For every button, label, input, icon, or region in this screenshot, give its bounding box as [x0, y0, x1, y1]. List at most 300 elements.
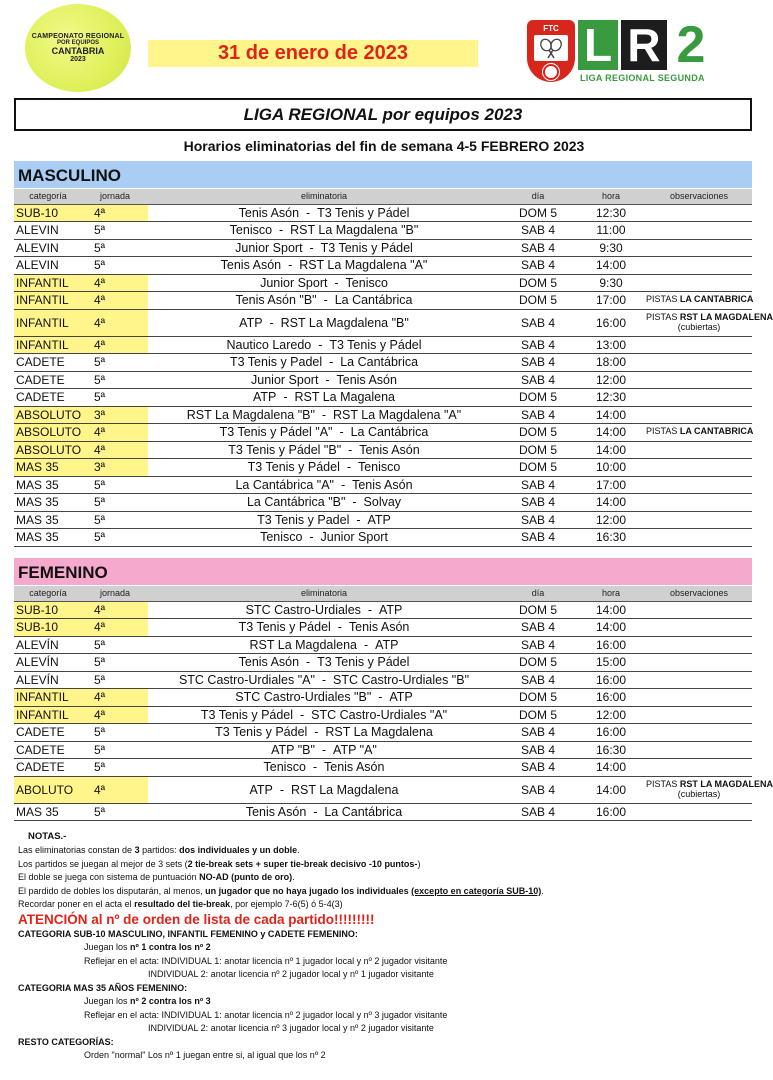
- cell-jornada: 4ª: [82, 424, 148, 442]
- cell-dia: SAB 4: [500, 406, 576, 424]
- home-team: Junior Sport: [260, 275, 328, 290]
- cell-dia: SAB 4: [500, 476, 576, 494]
- match-separator: -: [356, 512, 361, 527]
- cell-categoria: CADETE: [14, 741, 82, 759]
- obs-label: PISTAS: [646, 426, 678, 437]
- cell-observaciones: [646, 406, 752, 424]
- cell-observaciones: [646, 529, 752, 547]
- cell-observaciones: [646, 724, 752, 742]
- cell-eliminatoria: [148, 741, 500, 759]
- home-team: ATP: [239, 315, 263, 330]
- cell-hora: 12:00: [576, 371, 646, 389]
- category-rule-2-title: CATEGORIA MAS 35 AÑOS FEMENINO:: [18, 982, 188, 993]
- cell-eliminatoria: [148, 776, 500, 803]
- cell-categoria: SUB-10: [14, 204, 82, 222]
- away-team: RST La Magdalena "B": [290, 223, 419, 238]
- home-team: RST La Magdalena: [249, 637, 357, 652]
- cell-categoria: ALEVÍN: [14, 671, 82, 689]
- cell-hora: 12:00: [576, 511, 646, 529]
- away-team: STC Castro-Urdiales "A": [311, 707, 448, 722]
- match-separator: -: [340, 477, 346, 492]
- away-team: Junior Sport: [320, 530, 388, 545]
- table-row: [14, 511, 752, 529]
- match-separator: -: [363, 637, 369, 652]
- cell-hora: 14:00: [576, 441, 646, 459]
- page-title-box: [14, 98, 752, 131]
- cell-eliminatoria: [148, 441, 500, 459]
- cell-jornada: 5ª: [82, 239, 148, 257]
- cell-observaciones: [646, 389, 752, 407]
- cell-dia: DOM 5: [500, 706, 576, 724]
- cell-jornada: 4ª: [82, 776, 148, 803]
- col-eliminatoria: eliminatoria: [148, 189, 500, 204]
- logo-line-3: CANTABRIA: [51, 46, 105, 56]
- cell-categoria: INFANTIL: [14, 274, 82, 292]
- notes-title: NOTAS.-: [28, 831, 67, 842]
- cell-categoria: MAS 35: [14, 476, 82, 494]
- notes-section: [18, 830, 758, 1063]
- cell-dia: DOM 5: [500, 274, 576, 292]
- table-row: [14, 274, 752, 292]
- cell-dia: DOM 5: [500, 654, 576, 672]
- cell-observaciones: [646, 654, 752, 672]
- cell-eliminatoria: [148, 654, 500, 672]
- championship-logo: [25, 4, 131, 92]
- cell-hora: 14:00: [576, 759, 646, 777]
- cell-jornada: 5ª: [82, 257, 148, 275]
- col-jornada: jornada: [82, 189, 148, 204]
- table-row: [14, 239, 752, 257]
- col-dia: día: [500, 189, 576, 204]
- cell-categoria: SUB-10: [14, 601, 82, 619]
- cell-jornada: 4ª: [82, 689, 148, 707]
- cell-categoria: INFANTIL: [14, 706, 82, 724]
- federation-logo-text: FTC: [543, 24, 559, 33]
- match-separator: -: [283, 390, 288, 405]
- cell-categoria: ALEVIN: [14, 222, 82, 240]
- masculino-table: [14, 189, 773, 547]
- cell-categoria: INFANTIL: [14, 292, 82, 310]
- home-team: T3 Tenis y Pádel "A": [219, 425, 333, 440]
- table-row: [14, 459, 752, 477]
- home-team: Tenisco: [260, 530, 303, 545]
- attention-note: ATENCIÓN al nº de orden de lista de cada partido!!!!!!!!!: [18, 911, 375, 927]
- cell-dia: SAB 4: [500, 257, 576, 275]
- cell-hora: 14:00: [576, 619, 646, 637]
- cell-hora: 9:30: [576, 239, 646, 257]
- section-femenino-header: [14, 558, 752, 585]
- cell-eliminatoria: [148, 274, 500, 292]
- cell-jornada: 5ª: [82, 741, 148, 759]
- away-team: Tenis Asón: [336, 372, 397, 387]
- cell-jornada: 4ª: [82, 292, 148, 310]
- cell-dia: SAB 4: [500, 636, 576, 654]
- match-separator: -: [288, 258, 293, 273]
- cell-observaciones: [646, 459, 752, 477]
- cell-eliminatoria: [148, 476, 500, 494]
- home-team: Tenis Asón: [220, 258, 282, 273]
- cell-categoria: ABOLUTO: [14, 776, 82, 803]
- cell-categoria: MAS 35: [14, 511, 82, 529]
- match-separator: -: [339, 425, 344, 440]
- cell-hora: 16:00: [576, 636, 646, 654]
- match-separator: -: [309, 240, 314, 255]
- date-text: 31 de enero de 2023: [217, 42, 409, 64]
- cell-dia: SAB 4: [500, 619, 576, 637]
- match-separator: -: [348, 442, 353, 457]
- cell-categoria: MAS 35: [14, 803, 82, 821]
- cell-jornada: 5ª: [82, 371, 148, 389]
- note-2: Los partidos se juegan al mejor de 3 sets (2 tie-break sets + super tie-break decisivo -10 puntos-): [18, 858, 421, 869]
- section-femenino-title: FEMENINO: [18, 563, 108, 582]
- obs-venue: LA CANTABRICA: [679, 294, 754, 305]
- cell-eliminatoria: [148, 336, 500, 354]
- match-separator: -: [306, 655, 311, 670]
- cell-hora: 16:00: [576, 689, 646, 707]
- home-team: STC Castro-Urdiales "B": [235, 690, 372, 705]
- cell-eliminatoria: [148, 459, 500, 477]
- cell-jornada: 5ª: [82, 511, 148, 529]
- table-row: [14, 476, 752, 494]
- cell-hora: 14:00: [576, 601, 646, 619]
- match-separator: -: [279, 223, 284, 238]
- cell-hora: 16:00: [576, 671, 646, 689]
- home-team: T3 Tenis y Padel: [257, 512, 350, 527]
- table-row: [14, 371, 752, 389]
- home-team: La Cantábrica "A": [235, 477, 334, 492]
- cell-dia: SAB 4: [500, 354, 576, 372]
- cell-hora: 14:00: [576, 406, 646, 424]
- cell-observaciones: [646, 371, 752, 389]
- cell-observaciones: [646, 476, 752, 494]
- cell-categoria: CADETE: [14, 389, 82, 407]
- col-hora: hora: [576, 586, 646, 601]
- match-separator: -: [306, 205, 311, 220]
- page-title: LIGA REGIONAL por equipos 2023: [243, 104, 523, 124]
- cell-dia: DOM 5: [500, 389, 576, 407]
- lr2-logo: [578, 16, 715, 86]
- away-team: STC Castro-Urdiales "B": [333, 672, 470, 687]
- cell-observaciones: [646, 494, 752, 512]
- category-rule-1-reflect: Reflejar en el acta: INDIVIDUAL 1: anotar licencia nº 1 jugador local y nº 2 jugador visitante: [84, 955, 448, 966]
- cell-categoria: MAS 35: [14, 459, 82, 477]
- col-jornada: jornada: [82, 586, 148, 601]
- home-team: Tenisco: [263, 760, 306, 775]
- cell-eliminatoria: [148, 292, 500, 310]
- cell-dia: SAB 4: [500, 309, 576, 336]
- away-team: ATP: [375, 637, 399, 652]
- cell-hora: 17:00: [576, 292, 646, 310]
- table-row: [14, 689, 752, 707]
- cell-dia: SAB 4: [500, 371, 576, 389]
- cell-observaciones: [646, 424, 752, 442]
- note-4: El pardido de dobles los disputarán, al menos, un jugador que no haya jugado los individuales (excepto en categoría SUB-10).: [18, 885, 544, 896]
- match-separator: -: [313, 804, 318, 819]
- cell-eliminatoria: [148, 689, 500, 707]
- home-team: La Cantábrica "B": [246, 495, 346, 510]
- crossed-rackets-icon: [534, 35, 568, 61]
- match-separator: -: [318, 337, 323, 352]
- cell-observaciones: [646, 689, 752, 707]
- home-team: T3 Tenis y Pádel: [215, 725, 308, 740]
- away-team: T3 Tenis y Pádel: [317, 205, 410, 220]
- cell-jornada: 5ª: [82, 671, 148, 689]
- home-team: T3 Tenis y Pádel: [238, 620, 331, 635]
- home-team: Junior Sport: [235, 240, 303, 255]
- cell-hora: 11:00: [576, 222, 646, 240]
- table-row: [14, 406, 752, 424]
- away-team: RST La Magalena: [294, 390, 395, 405]
- away-team: ATP: [367, 512, 391, 527]
- cell-hora: 12:00: [576, 706, 646, 724]
- cell-jornada: 5ª: [82, 636, 148, 654]
- cell-categoria: INFANTIL: [14, 336, 82, 354]
- cell-categoria: ABSOLUTO: [16, 407, 82, 422]
- cell-categoria: CADETE: [14, 724, 82, 742]
- cell-eliminatoria: [148, 204, 500, 222]
- table-row: [14, 257, 752, 275]
- table-header-row: [14, 189, 752, 204]
- away-team: T3 Tenis y Pádel: [329, 337, 422, 352]
- cell-observaciones: [646, 601, 752, 619]
- note-1: Las eliminatorias constan de 3 partidos: dos individuales y un doble.: [18, 845, 300, 856]
- obs-label: PISTAS: [646, 294, 678, 305]
- cell-eliminatoria: [148, 389, 500, 407]
- cell-hora: 12:30: [576, 204, 646, 222]
- away-team: Tenis Asón: [359, 442, 420, 457]
- table-row: [14, 601, 752, 619]
- match-separator: -: [321, 407, 327, 422]
- cell-hora: 13:00: [576, 336, 646, 354]
- home-team: Tenis Asón "B": [235, 293, 317, 308]
- obs-venue: LA CANTABRICA: [679, 426, 754, 437]
- cell-eliminatoria: [148, 529, 500, 547]
- table-row: [14, 776, 752, 803]
- cell-categoria: INFANTIL: [14, 689, 82, 707]
- cell-hora: 14:00: [576, 494, 646, 512]
- femenino-table: [14, 586, 773, 821]
- match-separator: -: [329, 355, 334, 370]
- cell-observaciones: [646, 441, 752, 459]
- cell-eliminatoria: [148, 601, 500, 619]
- home-team: ATP: [249, 782, 273, 797]
- category-rule-1-title: CATEGORIA SUB-10 MASCULINO, INFANTIL FEMENINO y CADETE FEMENINO:: [18, 928, 358, 939]
- cell-categoria: CADETE: [14, 354, 82, 372]
- cell-jornada: 5ª: [82, 759, 148, 777]
- away-team: La Cantábrica: [334, 293, 413, 308]
- cell-hora: 16:30: [576, 529, 646, 547]
- home-team: T3 Tenis y Pádel: [200, 707, 294, 722]
- note-3: El doble se juega con sistema de puntuación NO-AD (punto de oro).: [18, 872, 295, 883]
- table-row: [14, 441, 752, 459]
- match-separator: -: [300, 707, 305, 722]
- table-row: [14, 354, 752, 372]
- away-team: RST La Magdalena "A": [333, 407, 462, 422]
- cell-observaciones: [646, 239, 752, 257]
- table-row: [14, 336, 752, 354]
- section-masculino-header: [14, 161, 752, 188]
- cell-categoria: MAS 35: [14, 494, 82, 512]
- logo-line-1: CAMPEONATO REGIONAL: [31, 33, 125, 40]
- lr2-letter-r: R: [621, 20, 667, 70]
- cell-jornada: 4ª: [82, 274, 148, 292]
- obs-label: PISTAS: [646, 778, 678, 789]
- cell-observaciones: [646, 619, 752, 637]
- home-team: Tenisco: [229, 223, 273, 238]
- cell-eliminatoria: [148, 222, 500, 240]
- obs-label: PISTAS: [646, 311, 678, 322]
- away-team: T3 Tenis y Pádel: [320, 240, 413, 255]
- federation-seal-icon: [543, 64, 559, 80]
- cell-categoria: MAS 35: [14, 529, 82, 547]
- cell-observaciones: [646, 274, 752, 292]
- category-rule-2-play: Juegan los nº 2 contra los nº 3: [84, 996, 211, 1007]
- home-team: T3 Tenis y Padel: [229, 355, 323, 370]
- cell-observaciones: [646, 309, 773, 336]
- match-separator: -: [346, 460, 351, 475]
- away-team: Tenis Asón: [352, 477, 413, 492]
- federation-logo: [527, 20, 575, 82]
- cell-jornada: 4ª: [82, 309, 148, 336]
- col-observaciones: observaciones: [646, 189, 752, 204]
- cell-dia: SAB 4: [500, 336, 576, 354]
- cell-dia: SAB 4: [500, 511, 576, 529]
- match-separator: -: [352, 495, 357, 510]
- cell-categoria: CADETE: [14, 759, 82, 777]
- away-team: Solvay: [363, 495, 402, 510]
- cell-dia: DOM 5: [500, 424, 576, 442]
- cell-dia: SAB 4: [500, 529, 576, 547]
- away-team: Tenisco: [357, 460, 401, 475]
- cell-jornada: 5ª: [82, 529, 148, 547]
- col-dia: día: [500, 586, 576, 601]
- category-rule-2-individual-2: INDIVIDUAL 2: anotar licencia nº 3 jugador local y nº 2 jugador visitante: [148, 1023, 434, 1034]
- match-separator: -: [314, 725, 319, 740]
- obs-note: (cubiertas): [677, 788, 721, 799]
- table-header-row: [14, 586, 752, 601]
- cell-hora: 12:30: [576, 389, 646, 407]
- cell-categoria: INFANTIL: [14, 309, 82, 336]
- cell-jornada: 4ª: [82, 441, 148, 459]
- cell-dia: DOM 5: [500, 204, 576, 222]
- match-separator: -: [309, 530, 314, 545]
- cell-eliminatoria: [148, 354, 500, 372]
- cell-hora: 14:00: [576, 776, 646, 803]
- cell-observaciones: [646, 336, 752, 354]
- lr2-number-2: 2: [676, 16, 706, 74]
- away-team: RST La Magdalena: [325, 725, 433, 740]
- table-row: [14, 309, 752, 336]
- cell-observaciones: [646, 511, 752, 529]
- away-team: RST La Magdalena "A": [299, 258, 428, 273]
- cell-observaciones: [646, 671, 752, 689]
- table-row: [14, 529, 752, 547]
- match-separator: -: [321, 672, 327, 687]
- cell-jornada: 3ª: [82, 406, 148, 424]
- away-team: RST La Magdalena "B": [280, 315, 409, 330]
- cell-categoria: SUB-10: [14, 619, 82, 637]
- away-team: La Cantábrica: [340, 355, 419, 370]
- away-team: Tenis Asón: [324, 760, 385, 775]
- match-separator: -: [321, 742, 327, 757]
- away-team: La Cantábrica: [324, 804, 403, 819]
- home-team: RST La Magdalena "B": [186, 407, 315, 422]
- category-rule-3-text: Orden "normal" Los nº 1 juegan entre si, al igual que los nº 2: [84, 1050, 326, 1061]
- cell-jornada: 5ª: [82, 654, 148, 672]
- table-row: [14, 619, 752, 637]
- cell-jornada: 4ª: [82, 601, 148, 619]
- lr2-letter-l: L: [578, 20, 618, 70]
- cell-dia: SAB 4: [500, 222, 576, 240]
- cell-observaciones: [646, 759, 752, 777]
- cell-jornada: 5ª: [82, 724, 148, 742]
- logo-line-2: POR EQUIPOS: [56, 40, 99, 46]
- category-rule-1-individual-2: INDIVIDUAL 2: anotar licencia nº 2 jugador local y nº 1 jugador visitante: [148, 969, 434, 980]
- away-team: RST La Magdalena: [290, 782, 399, 797]
- table-row: [14, 494, 752, 512]
- cell-observaciones: [646, 354, 752, 372]
- cell-eliminatoria: [148, 371, 500, 389]
- cell-observaciones: [646, 636, 752, 654]
- cell-dia: DOM 5: [500, 292, 576, 310]
- away-team: La Cantábrica: [350, 425, 429, 440]
- col-hora: hora: [576, 189, 646, 204]
- cell-hora: 16:30: [576, 741, 646, 759]
- cell-categoria: ALEVIN: [14, 257, 82, 275]
- match-separator: -: [325, 372, 330, 387]
- cell-eliminatoria: [148, 636, 500, 654]
- note-5: Recordar poner en el acta el resultado del tie-break, por ejemplo 7-6(5) ó 5-4(3): [18, 899, 343, 910]
- cell-eliminatoria: [148, 406, 500, 424]
- cell-categoria: ALEVÍN: [14, 654, 82, 672]
- cell-hora: 15:00: [576, 654, 646, 672]
- cell-categoria: CADETE: [14, 371, 82, 389]
- match-separator: -: [378, 690, 383, 705]
- cell-hora: 16:00: [576, 724, 646, 742]
- cell-jornada: 3ª: [82, 459, 148, 477]
- away-team: ATP: [389, 690, 413, 705]
- cell-dia: DOM 5: [500, 459, 576, 477]
- cell-observaciones: [646, 204, 752, 222]
- table-row: [14, 741, 752, 759]
- cell-dia: SAB 4: [500, 671, 576, 689]
- cell-observaciones: [646, 222, 752, 240]
- cell-observaciones: [646, 741, 752, 759]
- date-banner: [148, 40, 478, 67]
- cell-dia: SAB 4: [500, 494, 576, 512]
- match-separator: -: [312, 760, 318, 775]
- home-team: T3 Tenis y Pádel: [247, 460, 340, 475]
- away-team: T3 Tenis y Pádel: [317, 655, 410, 670]
- cell-dia: DOM 5: [500, 441, 576, 459]
- cell-hora: 18:00: [576, 354, 646, 372]
- match-separator: -: [269, 315, 274, 330]
- table-row: [14, 724, 752, 742]
- col-eliminatoria: eliminatoria: [148, 586, 500, 601]
- away-team: ATP "A": [333, 742, 377, 757]
- page-subtitle: Horarios eliminatorias del fin de semana 4-5 FEBRERO 2023: [183, 138, 585, 154]
- cell-observaciones: [646, 292, 752, 310]
- category-rule-3-title: RESTO CATEGORÍAS:: [18, 1036, 114, 1047]
- match-separator: -: [367, 602, 373, 617]
- cell-jornada: 4ª: [82, 204, 148, 222]
- home-team: Nautico Laredo: [226, 337, 312, 352]
- home-team: T3 Tenis y Pádel "B": [228, 442, 342, 457]
- match-separator: -: [279, 782, 285, 797]
- table-row: [14, 222, 752, 240]
- cell-eliminatoria: [148, 671, 500, 689]
- cell-categoria: ABSOLUTO: [16, 425, 82, 440]
